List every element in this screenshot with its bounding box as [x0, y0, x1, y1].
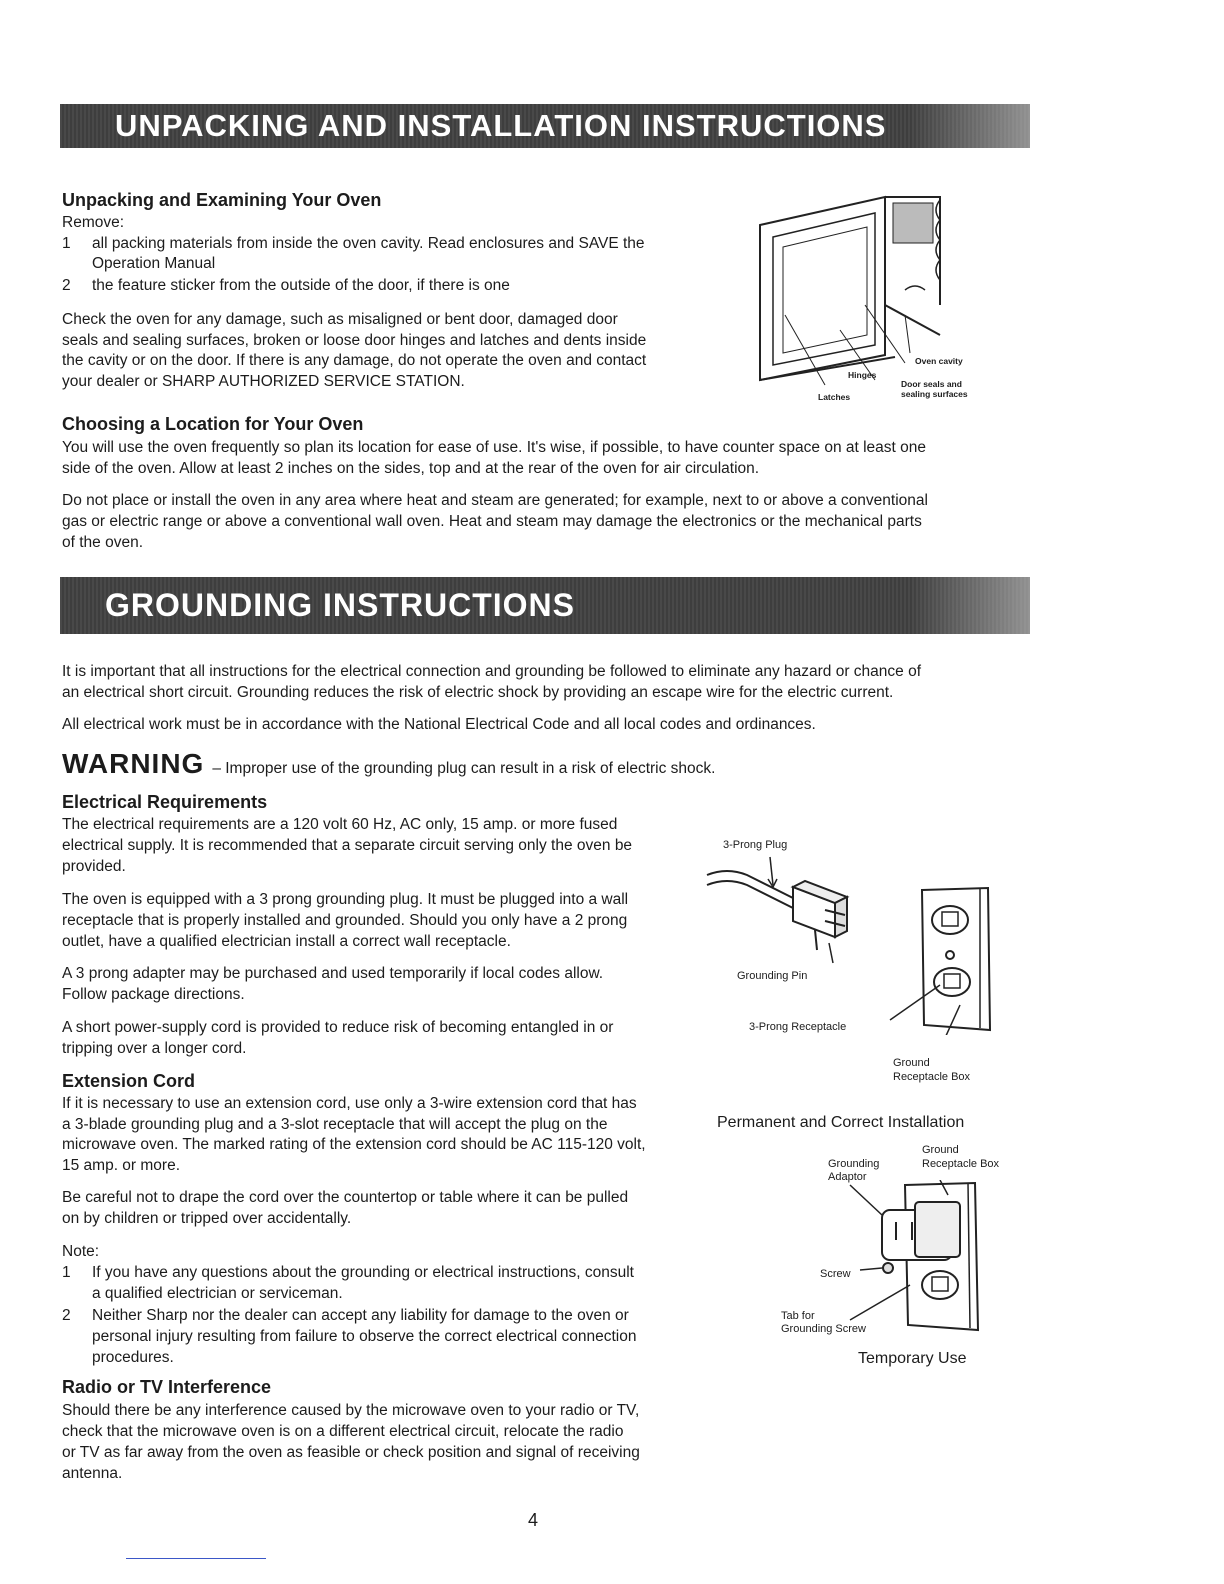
grounding-paragraph-2: All electrical work must be in accordance with the National Electrical Code and all local codes and ordinances.: [62, 716, 816, 733]
label-door-seals-2: sealing surfaces: [901, 389, 968, 399]
note-item-2: 2 Neither Sharp nor the dealer can accept any liability for damage to the oven or personal injury resulting from failure to observe the correct electrical connection procedures.: [62, 1307, 637, 1366]
page-number: 4: [528, 1510, 539, 1530]
label-temp-ground-box-1: Ground: [922, 1144, 959, 1156]
adaptor-diagram: [820, 1180, 990, 1340]
label-adaptor-1: Grounding: [828, 1158, 880, 1170]
unpacking-heading: Unpacking and Examining Your Oven: [62, 190, 382, 210]
warning-text: – Improper use of the grounding plug can result in a risk of electric shock.: [212, 760, 716, 777]
label-ground-box-2: Receptacle Box: [893, 1071, 971, 1083]
electrical-heading: Electrical Requirements: [62, 792, 268, 812]
note-label: Note:: [62, 1243, 100, 1260]
plug-diagram: [705, 855, 855, 965]
warning-line: [62, 748, 715, 780]
footer-rule: [126, 1558, 266, 1559]
label-tab-2: Grounding Screw: [781, 1323, 866, 1335]
label-tab-1: Tab for: [781, 1310, 815, 1322]
label-3-prong-plug: 3-Prong Plug: [723, 839, 788, 851]
unpacking-banner-title: UNPACKING AND INSTALLATION INSTRUCTIONS: [115, 108, 887, 143]
caption-permanent: Permanent and Correct Installation: [717, 1114, 965, 1131]
remove-label: Remove:: [62, 214, 125, 231]
label-ground-box-1: Ground: [893, 1057, 930, 1069]
unpacking-banner: [60, 104, 1030, 148]
warning-word: WARNING: [62, 748, 205, 779]
label-adaptor-2: Adaptor: [828, 1171, 867, 1183]
note-item-1: 1 If you have any questions about the grounding or electrical instructions, consult a qualified electrician or serviceman.: [62, 1264, 634, 1302]
label-hinges: Hinges: [848, 370, 877, 380]
extension-heading: Extension Cord: [62, 1071, 196, 1091]
receptacle-diagram: [880, 885, 1000, 1035]
caption-temporary: Temporary Use: [858, 1350, 967, 1367]
radio-heading: Radio or TV Interference: [62, 1377, 272, 1397]
label-door-seals-1: Door seals and: [901, 379, 962, 389]
label-screw: Screw: [820, 1268, 851, 1280]
remove-item-1: 1 all packing materials from inside the oven cavity. Read enclosures and SAVE the Operation Manual: [62, 235, 645, 272]
grounding-banner-title: GROUNDING INSTRUCTIONS: [105, 587, 575, 623]
grounding-banner: [60, 577, 1030, 634]
label-grounding-pin: Grounding Pin: [737, 970, 808, 982]
label-oven-cavity: Oven cavity: [915, 356, 963, 366]
location-heading: Choosing a Location for Your Oven: [62, 414, 364, 434]
label-latches: Latches: [818, 392, 851, 402]
label-temp-ground-box-2: Receptacle Box: [922, 1158, 1000, 1170]
remove-item-2: 2 the feature sticker from the outside of the door, if there is one: [62, 277, 510, 294]
label-3-prong-receptacle: 3-Prong Receptacle: [749, 1021, 847, 1033]
